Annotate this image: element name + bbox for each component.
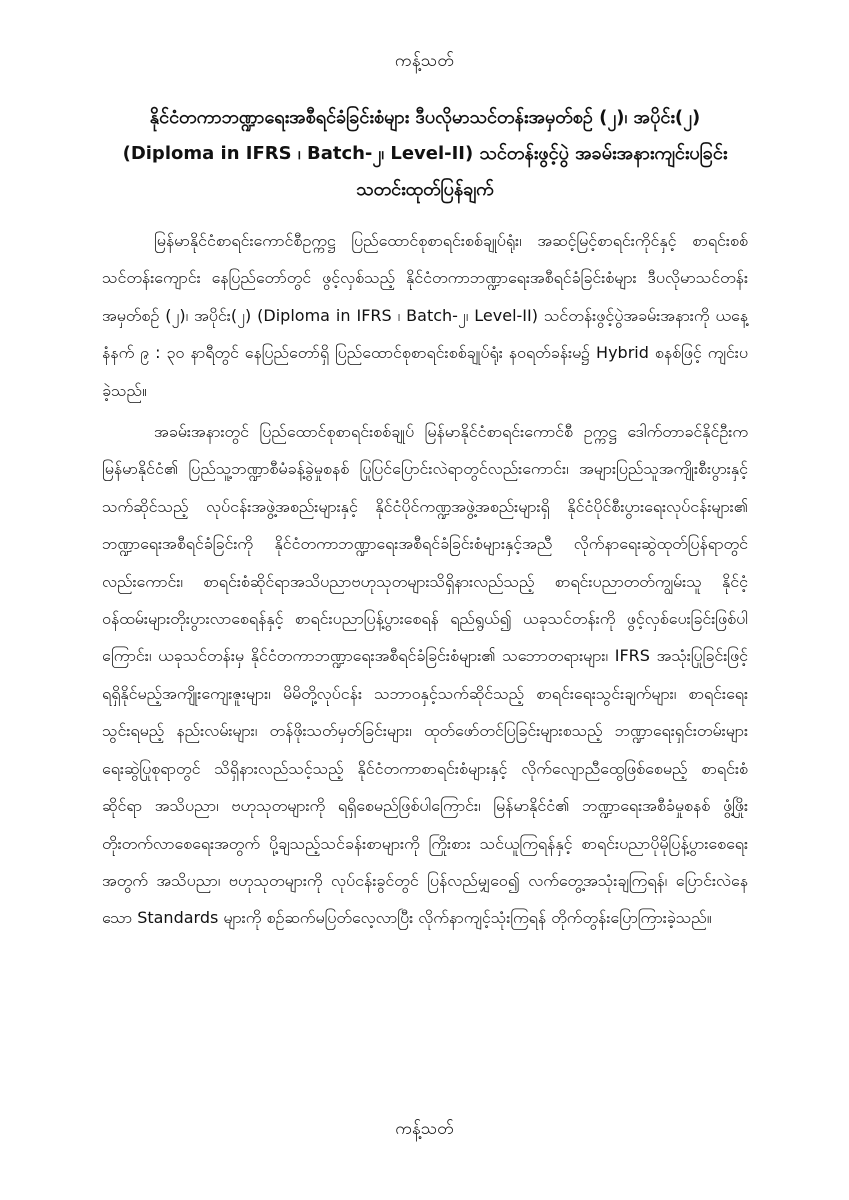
document-body — [102, 222, 748, 937]
title-line-2: (Diploma in IFRS ၊ Batch-၂၊ Level-II) သင်တန်းဖွင့်ပွဲ အခမ်းအနားကျင်းပခြင်း — [122, 143, 728, 164]
title-line-3: သတင်းထုတ်ပြန်ချက် — [356, 179, 494, 200]
document-title — [95, 100, 755, 208]
title-line-1: နိုင်ငံတကာဘဏ္ဍာရေးအစီရင်ခံခြင်းစံများ ဒီပလိုမာသင်တန်းအမှတ်စဉ် (၂)၊ အပိုင်း(၂) — [149, 107, 701, 128]
classification-label-bottom: ကန့်သတ် — [395, 1119, 454, 1139]
classification-label-top: ကန့်သတ် — [394, 51, 455, 71]
paragraph-intro: မြန်မာနိုင်ငံစာရင်းကောင်စီဥက္ကဋ္ဌ ပြည်ထောင်စုစာရင်းစစ်ချုပ်ရုံး၊ အဆင့်မြင့်စာရင်းကိုင်နှင့် စာရင်းစစ်သင်တန်းကျောင်း နေပြည်တော်တွင် ဖွင့်လှစ်သည့် နိုင်ငံတကာဘဏ္ဍာရေးအစီရင်ခံခြင်းစံများ ဒီပလိုမာသင်တန်းအမှတ်စဉ် (၂)၊ အပိုင်း(၂) (Diploma in IFRS ၊ Batch-၂၊ Level-II) သင်တန်းဖွင့်ပွဲအခမ်းအနားကို ယနေ့ နံနက် ၉ : ၃၀ နာရီတွင် နေပြည်တော်ရှိ ပြည်ထောင်စုစာရင်းစစ်ချုပ်ရုံး နဝရတ်ခန်းမ၌ Hybrid စနစ်ဖြင့် ကျင်းပခဲ့သည်။ — [102, 231, 748, 400]
paragraph-speech: အခမ်းအနားတွင် ပြည်ထောင်စုစာရင်းစစ်ချုပ် မြန်မာနိုင်ငံစာရင်းကောင်စီ ဥက္ကဋ္ဌ ဒေါက်တာခင်နိုင်ဦးက မြန်မာနိုင်ငံ၏ ပြည်သူ့ဘဏ္ဍာစီမံခန့်ခွဲမှုစနစ် ပြုပြင်ပြောင်းလဲရာတွင်လည်းကောင်း၊ အများပြည်သူအကျိုးစီးပွားနှင့် သက်ဆိုင်သည့် လုပ်ငန်းအဖွဲ့အစည်းများနှင့် နိုင်ငံပိုင်ကဏ္ဍအဖွဲ့အစည်းများရှိ နိုင်ငံပိုင်စီးပွားရေးလုပ်ငန်းများ၏ ဘဏ္ဍာရေးအစီရင်ခံခြင်းကို နိုင်ငံတကာဘဏ္ဍာရေးအစီရင်ခံခြင်းစံများနှင့်အညီ လိုက်နာရေးဆွဲထုတ်ပြန်ရာတွင်လည်းကောင်း၊ စာရင်းစံဆိုင်ရာအသိပညာဗဟုသုတများသိရှိနားလည်သည့် စာရင်းပညာတတ်ကျွမ်းသူ နိုင်ငံ့ဝန်ထမ်းများတိုးပွားလာစေရန်နှင့် စာရင်းပညာပြန့်ပွားစေရန် ရည်ရွယ်၍ ယခုသင်တန်းကို ဖွင့်လှစ်ပေးခြင်းဖြစ်ပါကြောင်း၊ ယခုသင်တန်းမှ နိုင်ငံတကာဘဏ္ဍာရေးအစီရင်ခံခြင်းစံများ၏ သဘောတရားများ၊ IFRS အသုံးပြုခြင်းဖြင့် ရရှိနိုင်မည့်အကျိုးကျေးဇူးများ၊ မိမိတို့လုပ်ငန်း သဘာဝနှင့်သက်ဆိုင်သည့် စာရင်းရေးသွင်းချက်များ၊ စာရင်းရေးသွင်းရမည့် နည်းလမ်းများ၊ တန်ဖိုးသတ်မှတ်ခြင်းများ၊ ထုတ်ဖော်တင်ပြခြင်းများစသည့် ဘဏ္ဍာရေးရှင်းတမ်းများ ရေးဆွဲပြုစုရာတွင် သိရှိနားလည်သင့်သည့် နိုင်ငံတကာစာရင်းစံများနှင့် လိုက်လျောညီထွေဖြစ်စေမည့် စာရင်းစံဆိုင်ရာ အသိပညာ၊ ဗဟုသုတများကို ရရှိစေမည်ဖြစ်ပါကြောင်း၊ မြန်မာနိုင်ငံ၏ ဘဏ္ဍာရေးအစီခံမှုစနစ် ဖွံ့ဖြိုးတိုးတက်လာစေရေးအတွက် ပို့ချသည့်သင်ခန်းစာများကို ကြိုးစား သင်ယူကြရန်နှင့် စာရင်းပညာပိုမိုပြန့်ပွားစေရေးအတွက် အသိပညာ၊ ဗဟုသုတများကို လုပ်ငန်းခွင်တွင် ပြန်လည်မျှဝေ၍ လက်တွေ့အသုံးချကြရန်၊ ပြောင်းလဲနေသော Standards များကို စဉ်ဆက်မပြတ်လေ့လာပြီး လိုက်နာကျင့်သုံးကြရန် တိုက်တွန်းပြောကြားခဲ့သည်။ — [102, 422, 748, 928]
